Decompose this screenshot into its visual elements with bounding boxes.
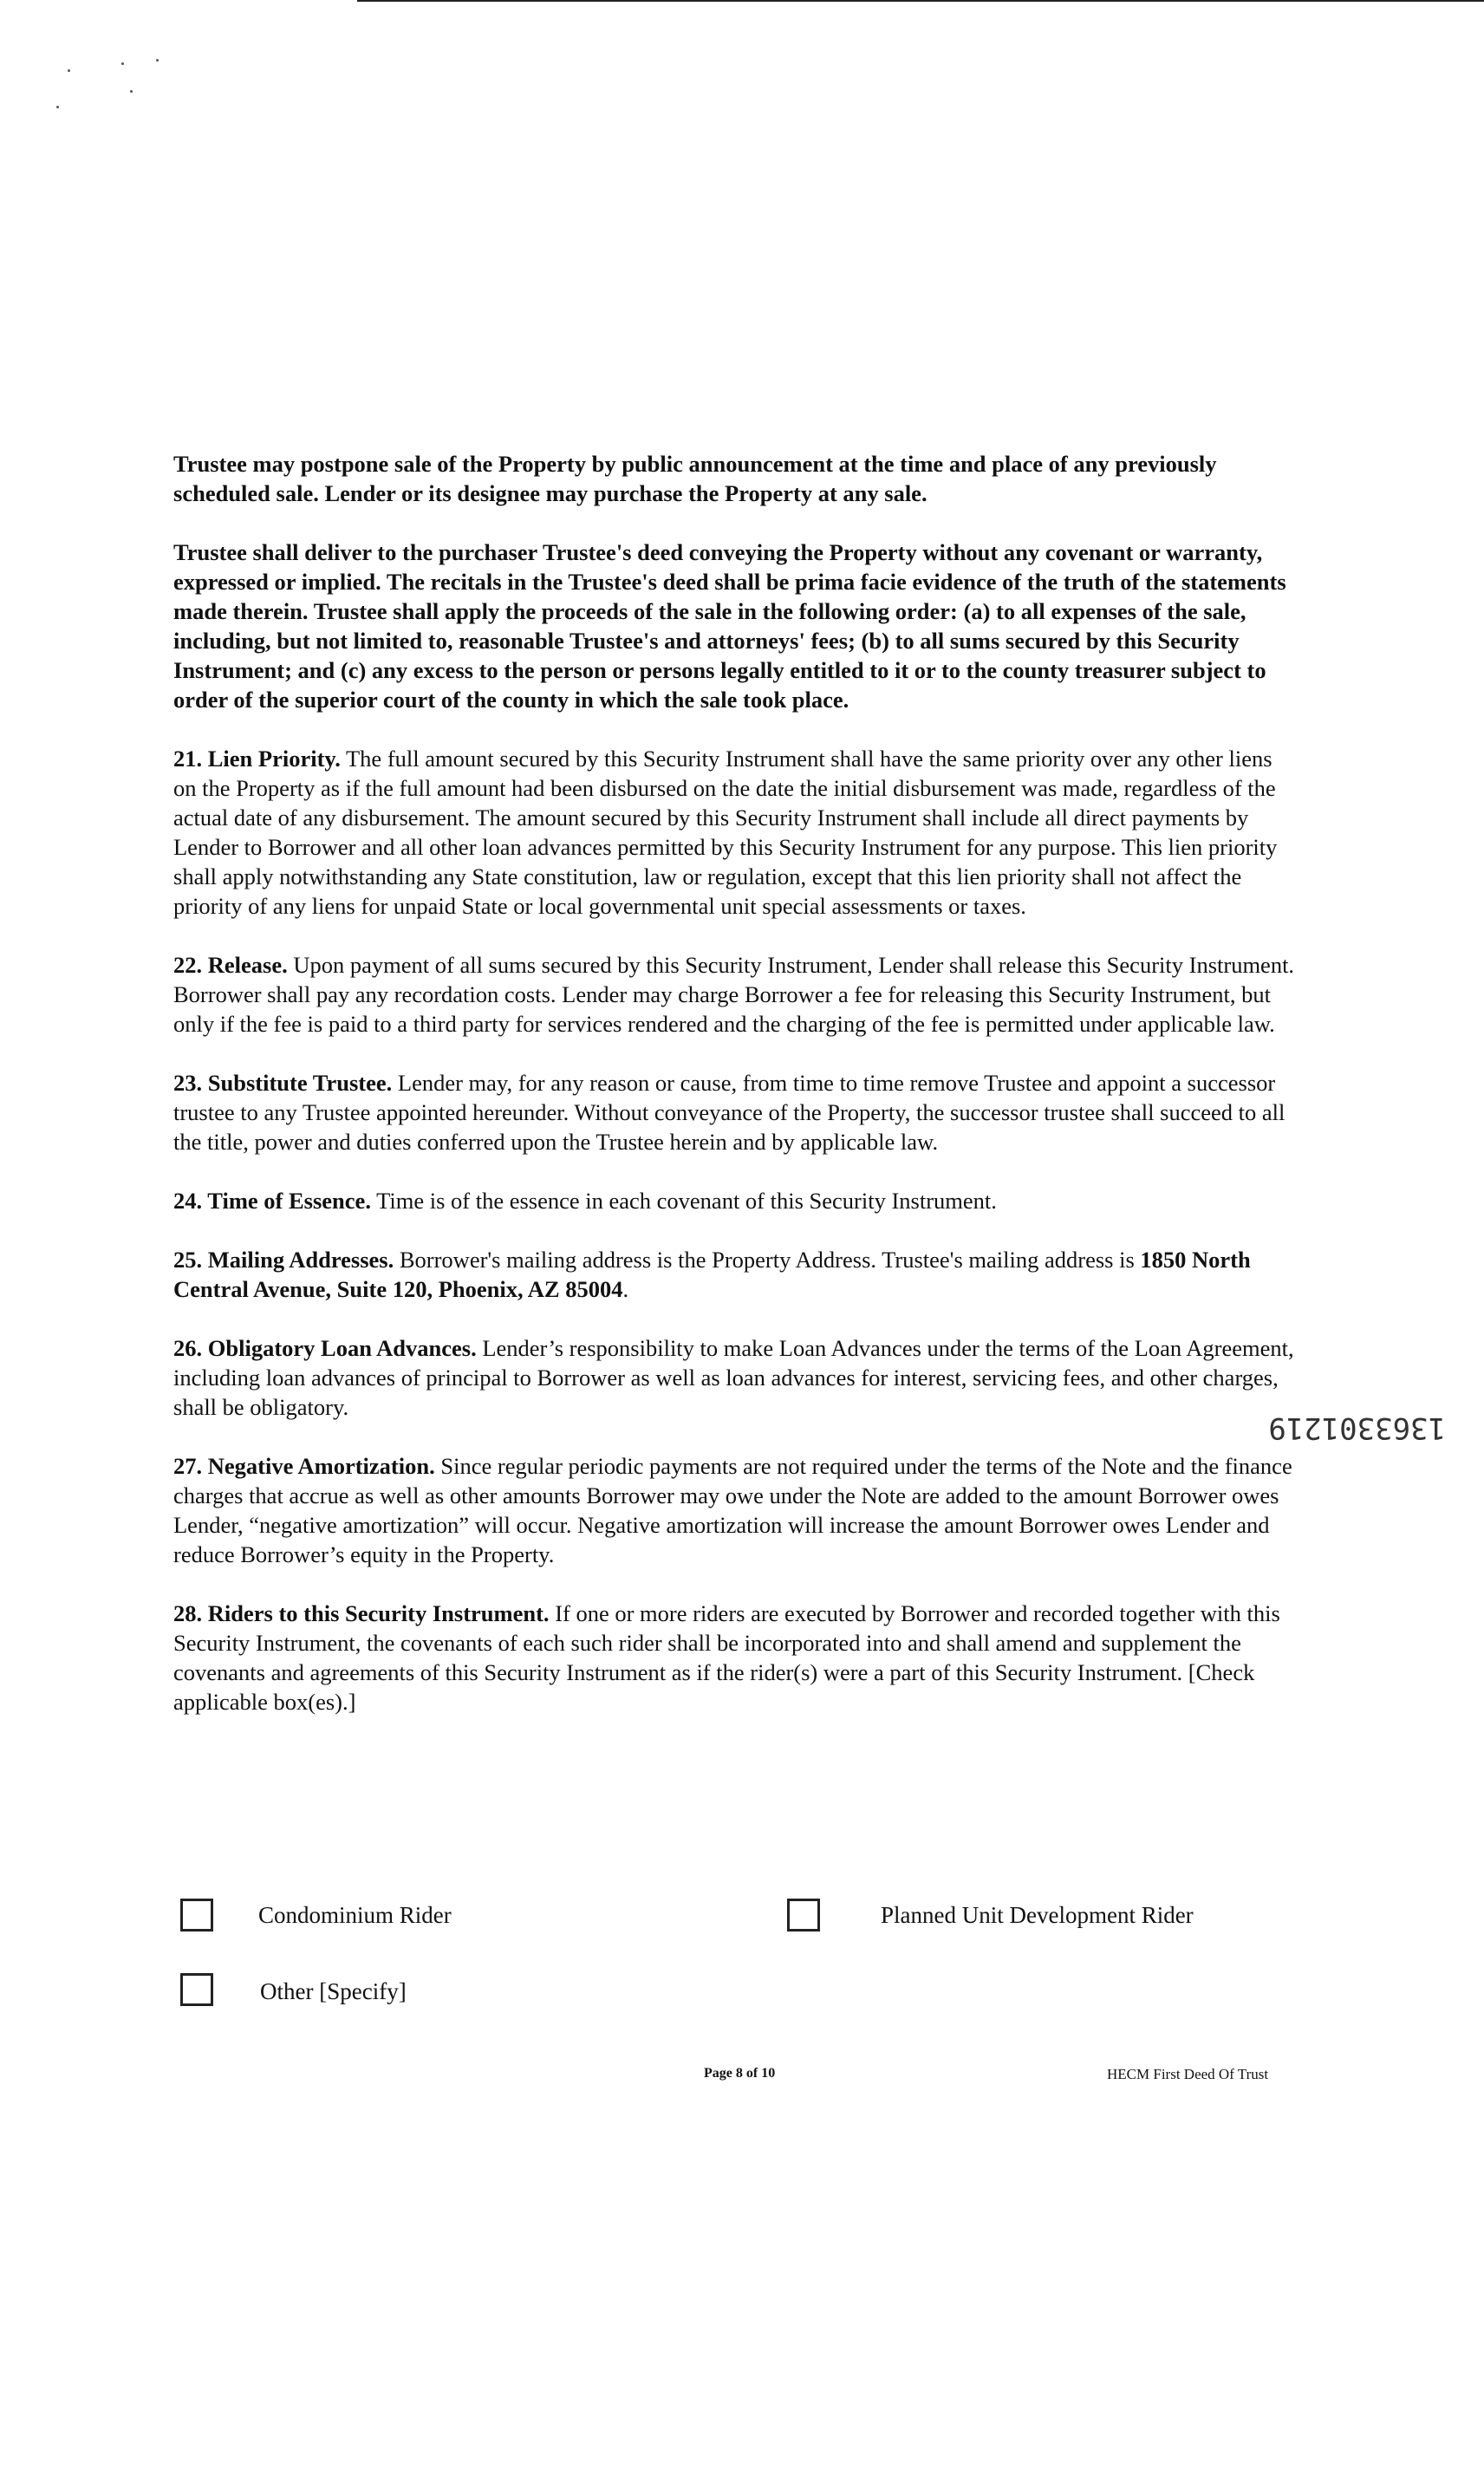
section-body: If one or more riders are executed by Borrower and recorded together with this Security Instrument, the covenants of each such rider shall be incorporated into and shall amend and supplement the covenants and agreements of this Security Instrument as if the rider(s) were a part of this Security Instrument. [Check applicable box(es).] [173, 1600, 1280, 1715]
section-body: Upon payment of all sums secured by this Security Instrument, Lender shall release this Security Instrument. Borrower shall pay any recordation costs. Lender may charge Borrower a fee for releasing this Security Instrument, but only if the fee is paid to a third party for services rendered and the charging of the fee is permitted under applicable law. [173, 952, 1295, 1037]
section-body: Lender’s responsibility to make Loan Advances under the terms of the Loan Agreement, including loan advances of principal to Borrower as well as loan advances for interest, servicing fees, and other charges, shall be obligatory. [173, 1335, 1294, 1420]
scan-speck [68, 69, 70, 72]
scan-speck [56, 106, 59, 108]
section-body: Lender may, for any reason or cause, from time to time remove Trustee and appoint a successor trustee to any Trustee appointed hereunder. Without conveyance of the Property, the successor trustee shall succeed to all the title, power and duties conferred upon the Trustee herein and by applicable law. [173, 1070, 1285, 1155]
page-number: Page 8 of 10 [704, 2066, 776, 2081]
trustee-address: 1850 North Central Avenue, Suite 120, Phoenix, AZ 85004 [173, 1247, 1251, 1302]
recording-number-stamp: 1363301219 [1268, 1410, 1446, 1445]
scan-speck [130, 90, 133, 93]
section-heading: 28. Riders to this Security Instrument. [173, 1600, 550, 1626]
section-heading: 26. Obligatory Loan Advances. [173, 1335, 477, 1361]
section-28 [173, 1599, 1300, 1717]
section-21 [173, 744, 1300, 921]
section-heading: 24. Time of Essence. [173, 1188, 371, 1214]
section-heading: 22. Release. [173, 952, 288, 978]
section-heading: 21. Lien Priority. [173, 746, 341, 772]
section-22 [173, 950, 1300, 1039]
section-heading: 23. Substitute Trustee. [173, 1070, 393, 1096]
scan-top-edge [357, 0, 1484, 2]
section-heading: 25. Mailing Addresses. [173, 1247, 394, 1273]
section-26 [173, 1333, 1300, 1422]
document-title-footer: HECM First Deed Of Trust [1107, 2066, 1269, 2082]
section-tail: . [622, 1276, 629, 1302]
paragraph-postpone-sale: Trustee may postpone sale of the Property by public announcement at the time and place of any previously scheduled sale. Lender or its designee may purchase the Property at any sale. [173, 451, 1217, 506]
section-24 [173, 1186, 1300, 1215]
condominium-rider-checkbox[interactable] [180, 1899, 213, 1932]
section-heading: 27. Negative Amortization. [173, 1453, 435, 1479]
scan-speck [156, 59, 159, 62]
scan-speck [121, 62, 124, 65]
section-body: Time is of the essence in each covenant of this Security Instrument. [370, 1188, 997, 1214]
pud-rider-label: Planned Unit Development Rider [881, 1902, 1194, 1928]
section-25 [173, 1245, 1300, 1304]
paragraph-trustee-deed: Trustee shall deliver to the purchaser Trustee's deed conveying the Property without any covenant or warranty, expressed or implied. The recitals in the Trustee's deed shall be prima facie evidence of the truth of the statements made therein. Trustee shall apply the proceeds of the sale in the following order: (a) to all expenses of the sale, including, but not limited to, reasonable Trustee's and attorneys' fees; (b) to all sums secured by this Security Instrument; and (c) any excess to the person or persons legally entitled to it or to the county treasurer subject to order of the superior court of the county in which the sale took place. [173, 539, 1286, 713]
section-body: Since regular periodic payments are not required under the terms of the Note and the finance charges that accrue as well as other amounts Borrower may owe under the Note are added to the amount Borrower owes Lender, “negative amortization” will occur. Negative amortization will increase the amount Borrower owes Lender and reduce Borrower’s equity in the Property. [173, 1453, 1292, 1567]
other-rider-checkbox[interactable] [180, 1973, 213, 2006]
other-rider-label: Other [Specify] [260, 1978, 407, 2004]
pud-rider-checkbox[interactable] [787, 1899, 820, 1932]
condominium-rider-label: Condominium Rider [258, 1902, 452, 1928]
section-body: The full amount secured by this Security Instrument shall have the same priority over any other liens on the Property as if the full amount had been disbursed on the date the initial disbursement was made, regardless of the actual date of any disbursement. The amount secured by this Security Instrument shall include all direct payments by Lender to Borrower and all other loan advances permitted by this Security Instrument for any purpose. This lien priority shall apply notwithstanding any State constitution, law or regulation, except that this lien priority shall not affect the priority of any liens for unpaid State or local governmental unit special assessments or taxes. [173, 746, 1278, 919]
document-body [173, 449, 1300, 1746]
section-23 [173, 1068, 1300, 1156]
section-body: Borrower's mailing address is the Property Address. Trustee's mailing address is [394, 1247, 1141, 1273]
section-27 [173, 1451, 1300, 1569]
